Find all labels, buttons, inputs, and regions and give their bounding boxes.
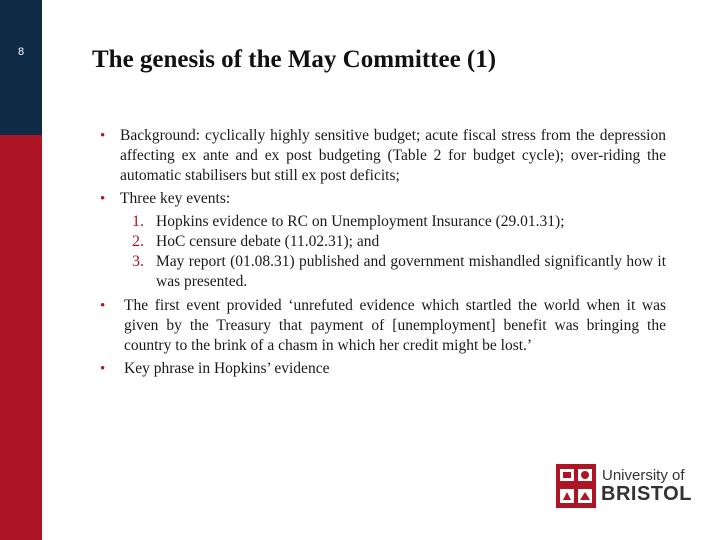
bullet-text: Three key events: — [120, 190, 231, 207]
logo-line1: University of — [602, 467, 685, 484]
bullet-icon: • — [100, 298, 106, 314]
bullet-text: Background: cyclically highly sensitive budget; acute fiscal stress from the depression affecting ex ante and ex post budgeting (Table 2 for budget cycle); over-riding the automatic stabilisers but still ex post deficits; — [120, 127, 666, 184]
slide-number: 8 — [17, 46, 25, 58]
bullet-text: Key phrase in Hopkins’ evidence — [124, 360, 330, 377]
bristol-crest-icon — [556, 464, 596, 508]
bullet-item — [100, 296, 666, 356]
side-bar-top-block — [0, 0, 42, 135]
bullet-item — [100, 189, 666, 209]
numbered-item — [100, 212, 666, 232]
side-bar — [0, 0, 42, 540]
slide-title: The genesis of the May Committee (1) — [92, 46, 497, 73]
numbered-item — [100, 232, 666, 252]
university-logo — [556, 464, 692, 508]
item-number: 1. — [132, 213, 144, 230]
item-text: HoC censure debate (11.02.31); and — [156, 233, 380, 250]
item-text: Hopkins evidence to RC on Unemployment Insurance (29.01.31); — [156, 213, 565, 230]
bullet-text: The first event provided ‘unrefuted evidence which startled the world when it was given by the Treasury that payment of [unemployment] benefit was bringing the country to the brink of a chasm in which her credit might be lost.’ — [124, 297, 666, 354]
slide-content — [100, 126, 666, 382]
logo-line2: BRISTOL — [601, 483, 692, 505]
bullet-icon: • — [100, 128, 106, 144]
item-number: 3. — [132, 253, 144, 270]
bullet-item — [100, 359, 666, 379]
bullet-icon: • — [100, 361, 106, 377]
numbered-item — [100, 252, 666, 292]
item-number: 2. — [132, 233, 144, 250]
item-text: May report (01.08.31) published and government mishandled significantly how it was presented. — [156, 253, 666, 290]
bullet-item — [100, 126, 666, 186]
bullet-icon: • — [100, 191, 106, 207]
